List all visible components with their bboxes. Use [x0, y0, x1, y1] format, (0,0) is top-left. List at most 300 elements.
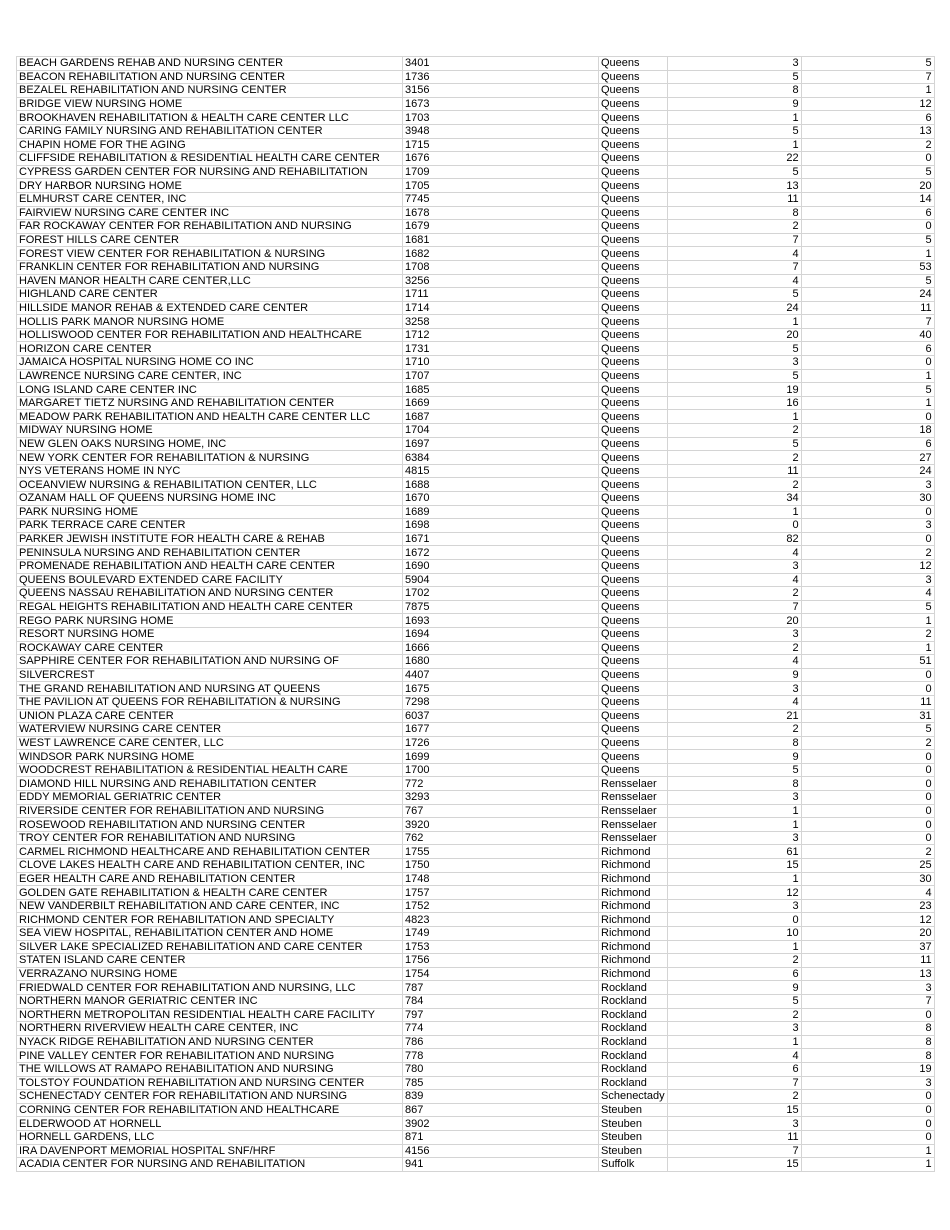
facility-id-cell: 1700 [403, 763, 599, 777]
count-b-cell: 0 [801, 791, 934, 805]
facility-name-cell: NEW VANDERBILT REHABILITATION AND CARE CENTER, INC [17, 899, 403, 913]
county-cell: Steuben [599, 1130, 668, 1144]
facility-table [16, 56, 935, 1172]
table-row [17, 179, 935, 193]
facility-id-cell: 778 [403, 1049, 599, 1063]
facility-id-cell: 1688 [403, 478, 599, 492]
count-b-cell: 0 [801, 1090, 934, 1104]
count-a-cell: 5 [667, 165, 801, 179]
facility-id-cell: 1678 [403, 206, 599, 220]
table-row [17, 301, 935, 315]
county-cell: Suffolk [599, 1158, 668, 1172]
table-row [17, 247, 935, 261]
table-row [17, 505, 935, 519]
table-row [17, 1090, 935, 1104]
county-cell: Queens [599, 192, 668, 206]
facility-name-cell: DRY HARBOR NURSING HOME [17, 179, 403, 193]
count-b-cell: 0 [801, 1117, 934, 1131]
county-cell: Queens [599, 369, 668, 383]
facility-id-cell: 774 [403, 1022, 599, 1036]
facility-name-cell: SILVERCREST [17, 668, 403, 682]
facility-name-cell: QUEENS BOULEVARD EXTENDED CARE FACILITY [17, 573, 403, 587]
count-b-cell: 51 [801, 655, 934, 669]
facility-name-cell: SILVER LAKE SPECIALIZED REHABILITATION AND CARE CENTER [17, 940, 403, 954]
count-b-cell: 5 [801, 600, 934, 614]
county-cell: Rensselaer [599, 818, 668, 832]
count-a-cell: 2 [667, 1090, 801, 1104]
county-cell: Queens [599, 559, 668, 573]
facility-name-cell: NEW YORK CENTER FOR REHABILITATION & NURSING [17, 451, 403, 465]
table-row [17, 192, 935, 206]
count-b-cell: 1 [801, 369, 934, 383]
facility-id-cell: 1731 [403, 342, 599, 356]
county-cell: Queens [599, 695, 668, 709]
county-cell: Queens [599, 220, 668, 234]
facility-name-cell: CYPRESS GARDEN CENTER FOR NURSING AND REHABILITATION [17, 165, 403, 179]
facility-name-cell: FOREST VIEW CENTER FOR REHABILITATION & NURSING [17, 247, 403, 261]
table-row [17, 1130, 935, 1144]
county-cell: Queens [599, 424, 668, 438]
table-row [17, 328, 935, 342]
count-b-cell: 0 [801, 763, 934, 777]
county-cell: Steuben [599, 1117, 668, 1131]
table-row [17, 668, 935, 682]
facility-id-cell: 780 [403, 1062, 599, 1076]
count-a-cell: 7 [667, 233, 801, 247]
table-row [17, 886, 935, 900]
count-b-cell: 13 [801, 967, 934, 981]
count-a-cell: 12 [667, 886, 801, 900]
count-b-cell: 0 [801, 668, 934, 682]
county-cell: Richmond [599, 913, 668, 927]
facility-id-cell: 787 [403, 981, 599, 995]
count-b-cell: 2 [801, 627, 934, 641]
facility-name-cell: TOLSTOY FOUNDATION REHABILITATION AND NURSING CENTER [17, 1076, 403, 1090]
facility-id-cell: 797 [403, 1008, 599, 1022]
count-b-cell: 3 [801, 981, 934, 995]
facility-id-cell: 1736 [403, 70, 599, 84]
facility-name-cell: MARGARET TIETZ NURSING AND REHABILITATION CENTER [17, 396, 403, 410]
county-cell: Queens [599, 478, 668, 492]
county-cell: Queens [599, 573, 668, 587]
count-a-cell: 15 [667, 859, 801, 873]
table-row [17, 288, 935, 302]
table-row [17, 342, 935, 356]
table-row [17, 723, 935, 737]
county-cell: Rockland [599, 1008, 668, 1022]
county-cell: Rockland [599, 1035, 668, 1049]
count-a-cell: 9 [667, 97, 801, 111]
count-a-cell: 4 [667, 573, 801, 587]
facility-id-cell: 3902 [403, 1117, 599, 1131]
table-row [17, 600, 935, 614]
count-a-cell: 9 [667, 750, 801, 764]
count-a-cell: 5 [667, 342, 801, 356]
county-cell: Queens [599, 97, 668, 111]
count-a-cell: 1 [667, 1035, 801, 1049]
count-b-cell: 5 [801, 57, 934, 71]
count-b-cell: 0 [801, 410, 934, 424]
count-a-cell: 4 [667, 695, 801, 709]
county-cell: Queens [599, 138, 668, 152]
count-b-cell: 1 [801, 614, 934, 628]
facility-name-cell: FAR ROCKAWAY CENTER FOR REHABILITATION AND NURSING [17, 220, 403, 234]
facility-id-cell: 1715 [403, 138, 599, 152]
facility-id-cell: 1749 [403, 927, 599, 941]
facility-id-cell: 1690 [403, 559, 599, 573]
facility-name-cell: BEZALEL REHABILITATION AND NURSING CENTER [17, 84, 403, 98]
facility-name-cell: NYACK RIDGE REHABILITATION AND NURSING CENTER [17, 1035, 403, 1049]
table-row [17, 750, 935, 764]
table-row [17, 913, 935, 927]
facility-id-cell: 1750 [403, 859, 599, 873]
county-cell: Queens [599, 111, 668, 125]
facility-id-cell: 4156 [403, 1144, 599, 1158]
count-b-cell: 20 [801, 179, 934, 193]
facility-id-cell: 3258 [403, 315, 599, 329]
count-b-cell: 12 [801, 913, 934, 927]
facility-id-cell: 1752 [403, 899, 599, 913]
count-a-cell: 7 [667, 1076, 801, 1090]
facility-name-cell: LAWRENCE NURSING CARE CENTER, INC [17, 369, 403, 383]
facility-id-cell: 1703 [403, 111, 599, 125]
table-row [17, 859, 935, 873]
facility-id-cell: 7745 [403, 192, 599, 206]
count-a-cell: 8 [667, 206, 801, 220]
county-cell: Schenectady [599, 1090, 668, 1104]
count-a-cell: 1 [667, 505, 801, 519]
county-cell: Queens [599, 260, 668, 274]
facility-id-cell: 772 [403, 777, 599, 791]
count-a-cell: 19 [667, 383, 801, 397]
count-a-cell: 4 [667, 247, 801, 261]
table-row [17, 478, 935, 492]
facility-name-cell: STATEN ISLAND CARE CENTER [17, 954, 403, 968]
count-b-cell: 0 [801, 1008, 934, 1022]
facility-name-cell: PINE VALLEY CENTER FOR REHABILITATION AND NURSING [17, 1049, 403, 1063]
facility-id-cell: 1699 [403, 750, 599, 764]
table-row [17, 736, 935, 750]
facility-name-cell: SAPPHIRE CENTER FOR REHABILITATION AND NURSING OF [17, 655, 403, 669]
county-cell: Queens [599, 247, 668, 261]
count-b-cell: 6 [801, 342, 934, 356]
facility-name-cell: WINDSOR PARK NURSING HOME [17, 750, 403, 764]
facility-name-cell: BEACON REHABILITATION AND NURSING CENTER [17, 70, 403, 84]
county-cell: Steuben [599, 1103, 668, 1117]
table-row [17, 791, 935, 805]
facility-id-cell: 1753 [403, 940, 599, 954]
facility-name-cell: EGER HEALTH CARE AND REHABILITATION CENTER [17, 872, 403, 886]
county-cell: Queens [599, 655, 668, 669]
table-row [17, 831, 935, 845]
table-row [17, 682, 935, 696]
count-a-cell: 11 [667, 464, 801, 478]
facility-name-cell: ROSEWOOD REHABILITATION AND NURSING CENTER [17, 818, 403, 832]
facility-id-cell: 1687 [403, 410, 599, 424]
count-a-cell: 3 [667, 57, 801, 71]
facility-name-cell: HORIZON CARE CENTER [17, 342, 403, 356]
table-row [17, 233, 935, 247]
facility-name-cell: ELMHURST CARE CENTER, INC [17, 192, 403, 206]
facility-name-cell: RIVERSIDE CENTER FOR REHABILITATION AND NURSING [17, 804, 403, 818]
count-a-cell: 2 [667, 723, 801, 737]
facility-name-cell: CLOVE LAKES HEALTH CARE AND REHABILITATION CENTER, INC [17, 859, 403, 873]
facility-name-cell: EDDY MEMORIAL GERIATRIC CENTER [17, 791, 403, 805]
count-b-cell: 3 [801, 478, 934, 492]
facility-id-cell: 1705 [403, 179, 599, 193]
county-cell: Queens [599, 736, 668, 750]
county-cell: Queens [599, 519, 668, 533]
count-b-cell: 0 [801, 532, 934, 546]
county-cell: Queens [599, 356, 668, 370]
count-a-cell: 15 [667, 1103, 801, 1117]
facility-id-cell: 1693 [403, 614, 599, 628]
count-b-cell: 24 [801, 464, 934, 478]
count-a-cell: 11 [667, 192, 801, 206]
table-row [17, 111, 935, 125]
count-a-cell: 1 [667, 804, 801, 818]
count-b-cell: 7 [801, 994, 934, 1008]
table-row [17, 967, 935, 981]
count-a-cell: 9 [667, 668, 801, 682]
table-row [17, 927, 935, 941]
count-a-cell: 21 [667, 709, 801, 723]
facility-id-cell: 1707 [403, 369, 599, 383]
county-cell: Queens [599, 152, 668, 166]
count-b-cell: 30 [801, 492, 934, 506]
table-row [17, 274, 935, 288]
table-row [17, 97, 935, 111]
count-b-cell: 2 [801, 736, 934, 750]
count-a-cell: 5 [667, 70, 801, 84]
facility-name-cell: CARING FAMILY NURSING AND REHABILITATION CENTER [17, 124, 403, 138]
count-b-cell: 31 [801, 709, 934, 723]
count-a-cell: 5 [667, 369, 801, 383]
facility-id-cell: 3256 [403, 274, 599, 288]
facility-id-cell: 1676 [403, 152, 599, 166]
count-b-cell: 19 [801, 1062, 934, 1076]
county-cell: Rockland [599, 1022, 668, 1036]
facility-name-cell: RESORT NURSING HOME [17, 627, 403, 641]
county-cell: Queens [599, 233, 668, 247]
facility-name-cell: HOLLISWOOD CENTER FOR REHABILITATION AND HEALTHCARE [17, 328, 403, 342]
table-row [17, 1008, 935, 1022]
table-row [17, 70, 935, 84]
table-row [17, 981, 935, 995]
facility-name-cell: OCEANVIEW NURSING & REHABILITATION CENTER, LLC [17, 478, 403, 492]
county-cell: Queens [599, 301, 668, 315]
table-row [17, 872, 935, 886]
facility-id-cell: 1679 [403, 220, 599, 234]
count-a-cell: 0 [667, 519, 801, 533]
county-cell: Queens [599, 396, 668, 410]
facility-id-cell: 1681 [403, 233, 599, 247]
table-row [17, 573, 935, 587]
count-a-cell: 4 [667, 655, 801, 669]
facility-id-cell: 3401 [403, 57, 599, 71]
count-b-cell: 0 [801, 152, 934, 166]
count-b-cell: 5 [801, 165, 934, 179]
facility-id-cell: 1685 [403, 383, 599, 397]
facility-id-cell: 5904 [403, 573, 599, 587]
table-row [17, 994, 935, 1008]
facility-id-cell: 1672 [403, 546, 599, 560]
facility-id-cell: 4815 [403, 464, 599, 478]
county-cell: Queens [599, 410, 668, 424]
table-row [17, 396, 935, 410]
count-b-cell: 0 [801, 220, 934, 234]
facility-name-cell: NYS VETERANS HOME IN NYC [17, 464, 403, 478]
county-cell: Queens [599, 627, 668, 641]
facility-id-cell: 3948 [403, 124, 599, 138]
county-cell: Richmond [599, 940, 668, 954]
table-row [17, 818, 935, 832]
county-cell: Richmond [599, 927, 668, 941]
count-a-cell: 1 [667, 410, 801, 424]
facility-id-cell: 1714 [403, 301, 599, 315]
county-cell: Queens [599, 288, 668, 302]
count-a-cell: 16 [667, 396, 801, 410]
county-cell: Queens [599, 179, 668, 193]
facility-id-cell: 1748 [403, 872, 599, 886]
count-a-cell: 1 [667, 872, 801, 886]
facility-name-cell: BEACH GARDENS REHAB AND NURSING CENTER [17, 57, 403, 71]
count-b-cell: 0 [801, 804, 934, 818]
county-cell: Queens [599, 763, 668, 777]
facility-id-cell: 7298 [403, 695, 599, 709]
count-a-cell: 4 [667, 274, 801, 288]
count-b-cell: 6 [801, 437, 934, 451]
table-row [17, 627, 935, 641]
count-b-cell: 37 [801, 940, 934, 954]
count-a-cell: 6 [667, 967, 801, 981]
table-row [17, 845, 935, 859]
county-cell: Rockland [599, 1062, 668, 1076]
table-row [17, 206, 935, 220]
count-b-cell: 3 [801, 1076, 934, 1090]
facility-name-cell: NEW GLEN OAKS NURSING HOME, INC [17, 437, 403, 451]
facility-name-cell: CLIFFSIDE REHABILITATION & RESIDENTIAL HEALTH CARE CENTER [17, 152, 403, 166]
facility-name-cell: DIAMOND HILL NURSING AND REHABILITATION CENTER [17, 777, 403, 791]
facility-name-cell: PARK TERRACE CARE CENTER [17, 519, 403, 533]
facility-name-cell: PROMENADE REHABILITATION AND HEALTH CARE CENTER [17, 559, 403, 573]
facility-name-cell: CARMEL RICHMOND HEALTHCARE AND REHABILITATION CENTER [17, 845, 403, 859]
count-b-cell: 27 [801, 451, 934, 465]
count-a-cell: 8 [667, 736, 801, 750]
facility-id-cell: 1708 [403, 260, 599, 274]
table-row [17, 437, 935, 451]
count-b-cell: 7 [801, 315, 934, 329]
facility-name-cell: PARKER JEWISH INSTITUTE FOR HEALTH CARE & REHAB [17, 532, 403, 546]
count-a-cell: 3 [667, 1117, 801, 1131]
county-cell: Queens [599, 451, 668, 465]
count-a-cell: 7 [667, 600, 801, 614]
count-a-cell: 2 [667, 220, 801, 234]
facility-id-cell: 1698 [403, 519, 599, 533]
facility-id-cell: 1755 [403, 845, 599, 859]
count-b-cell: 8 [801, 1022, 934, 1036]
facility-name-cell: MEADOW PARK REHABILITATION AND HEALTH CARE CENTER LLC [17, 410, 403, 424]
county-cell: Rockland [599, 981, 668, 995]
table-row [17, 1144, 935, 1158]
count-b-cell: 3 [801, 573, 934, 587]
table-row [17, 260, 935, 274]
count-a-cell: 9 [667, 981, 801, 995]
facility-name-cell: WOODCREST REHABILITATION & RESIDENTIAL HEALTH CARE [17, 763, 403, 777]
count-a-cell: 5 [667, 124, 801, 138]
county-cell: Rensselaer [599, 777, 668, 791]
table-row [17, 138, 935, 152]
county-cell: Queens [599, 57, 668, 71]
count-b-cell: 20 [801, 927, 934, 941]
county-cell: Richmond [599, 954, 668, 968]
count-a-cell: 2 [667, 451, 801, 465]
facility-id-cell: 1670 [403, 492, 599, 506]
count-a-cell: 2 [667, 587, 801, 601]
table-row [17, 152, 935, 166]
count-a-cell: 2 [667, 424, 801, 438]
table-row [17, 369, 935, 383]
county-cell: Queens [599, 587, 668, 601]
facility-name-cell: BROOKHAVEN REHABILITATION & HEALTH CARE CENTER LLC [17, 111, 403, 125]
county-cell: Queens [599, 274, 668, 288]
count-a-cell: 4 [667, 1049, 801, 1063]
count-a-cell: 13 [667, 179, 801, 193]
count-b-cell: 0 [801, 1103, 934, 1117]
facility-name-cell: NORTHERN RIVERVIEW HEALTH CARE CENTER, INC [17, 1022, 403, 1036]
count-b-cell: 0 [801, 750, 934, 764]
table-row [17, 1158, 935, 1172]
facility-id-cell: 762 [403, 831, 599, 845]
county-cell: Queens [599, 70, 668, 84]
facility-name-cell: THE PAVILION AT QUEENS FOR REHABILITATION & NURSING [17, 695, 403, 709]
county-cell: Richmond [599, 845, 668, 859]
county-cell: Queens [599, 84, 668, 98]
count-b-cell: 11 [801, 954, 934, 968]
facility-id-cell: 3156 [403, 84, 599, 98]
facility-id-cell: 767 [403, 804, 599, 818]
table-row [17, 1117, 935, 1131]
table-row [17, 641, 935, 655]
county-cell: Queens [599, 492, 668, 506]
table-row [17, 519, 935, 533]
count-a-cell: 20 [667, 328, 801, 342]
county-cell: Queens [599, 668, 668, 682]
count-a-cell: 8 [667, 84, 801, 98]
count-b-cell: 11 [801, 695, 934, 709]
facility-name-cell: CORNING CENTER FOR REHABILITATION AND HEALTHCARE [17, 1103, 403, 1117]
county-cell: Richmond [599, 967, 668, 981]
county-cell: Queens [599, 532, 668, 546]
facility-id-cell: 1671 [403, 532, 599, 546]
county-cell: Queens [599, 750, 668, 764]
count-b-cell: 12 [801, 97, 934, 111]
facility-id-cell: 1689 [403, 505, 599, 519]
county-cell: Rockland [599, 1049, 668, 1063]
facility-id-cell: 784 [403, 994, 599, 1008]
county-cell: Rockland [599, 994, 668, 1008]
county-cell: Richmond [599, 872, 668, 886]
count-b-cell: 11 [801, 301, 934, 315]
facility-name-cell: WEST LAWRENCE CARE CENTER, LLC [17, 736, 403, 750]
table-row [17, 655, 935, 669]
facility-id-cell: 6037 [403, 709, 599, 723]
table-row [17, 356, 935, 370]
facility-id-cell: 4407 [403, 668, 599, 682]
facility-id-cell: 1675 [403, 682, 599, 696]
count-b-cell: 0 [801, 1130, 934, 1144]
count-b-cell: 8 [801, 1035, 934, 1049]
